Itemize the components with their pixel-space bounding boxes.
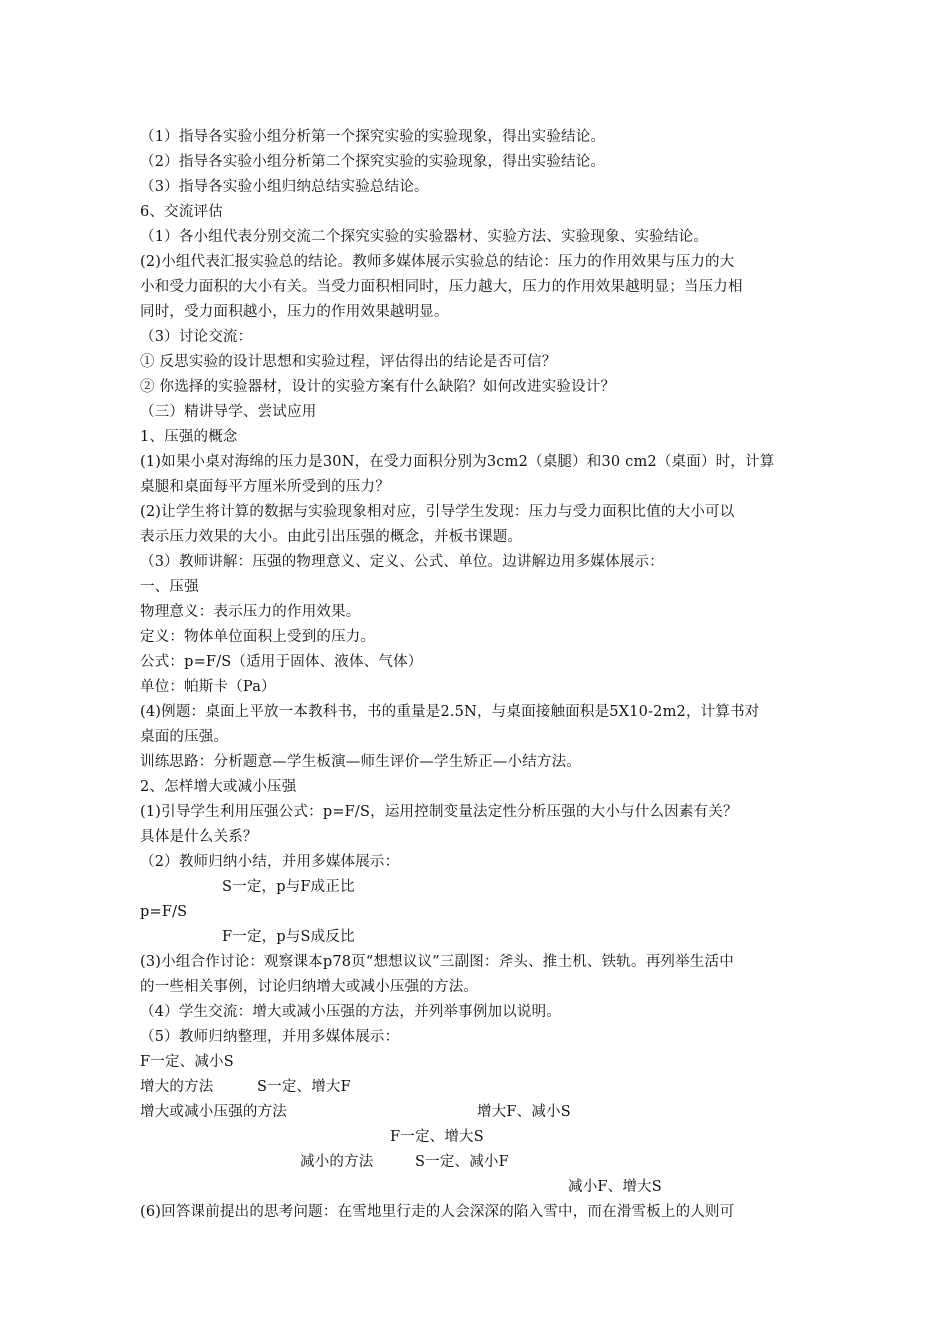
text-line: 单位：帕斯卡（Pa） [140,679,276,695]
text-line: （5）教师归纳整理，并用多媒体展示： [140,1029,400,1045]
section-heading: 1、压强的概念 [140,429,238,445]
text-line: 物理意义：表示压力的作用效果。 [140,604,361,620]
text-line: 小和受力面积的大小有关。当受力面积相同时，压力越大，压力的作用效果越明显；当压力相 [140,279,743,295]
section-heading: 2、怎样增大或减小压强 [140,779,297,795]
text-line: 具体是什么关系？ [140,829,258,845]
text-line: ① 反思实验的设计思想和实验过程，评估得出的结论是否可信？ [140,354,557,370]
text-line: (3)小组合作讨论：观察课本p78页“想想议议”三副图：斧头、推土机、铁轨。再列举生活中 [140,954,734,970]
formula-s-const: S一定，p与F成正比 [222,879,355,895]
text-line: 的一些相关事例，讨论归纳增大或减小压强的方法。 [140,979,479,995]
text-line: (6)回答课前提出的思考问题：在雪地里行走的人会深深的陷入雪中，而在滑雪板上的人则可 [140,1204,735,1220]
text-line: (4)例题：桌面上平放一本教科书，书的重量是2.5N，与桌面接触面积是5X10-2m2，计算书对 [140,704,760,720]
method-increase-f-reduce-s: 增大F、减小S [477,1104,571,1120]
text-line: （1）指导各实验小组分析第一个探究实验的实验现象，得出实验结论。 [140,129,606,145]
section-heading: （三）精讲导学、尝试应用 [140,404,317,420]
text-line: （3）指导各实验小组归纳总结实验总结论。 [140,179,429,195]
text-line: 桌腿和桌面每平方厘米所受到的压力？ [140,479,390,495]
text-line: 同时，受力面积越小，压力的作用效果越明显。 [140,304,449,320]
text-line: （3）教师讲解：压强的物理意义、定义、公式、单位。边讲解边用多媒体展示： [140,554,664,570]
text-line: 公式：p=F/S（适用于固体、液体、气体） [140,654,423,670]
method-s-const-increase-f: S一定、增大F [257,1079,351,1095]
text-line: (2)让学生将计算的数据与实验现象相对应，引导学生发现：压力与受力面积比值的大小可以 [140,504,735,520]
text-line: （3）讨论交流： [140,329,253,345]
method-f-const-increase-s: F一定、增大S [390,1129,484,1145]
method-s-const-reduce-f: S一定、减小F [415,1154,509,1170]
text-line: (1)引导学生利用压强公式：p=F/S，运用控制变量法定性分析压强的大小与什么因素有关？ [140,804,738,820]
method-reduce-label: 减小的方法 [300,1154,374,1170]
text-line: 表示压力效果的大小。由此引出压强的概念，并板书课题。 [140,529,523,545]
text-line: 定义：物体单位面积上受到的压力。 [140,629,376,645]
text-line: (1)如果小桌对海绵的压力是30N，在受力面积分别为3cm2（桌腿）和30 cm2（桌面）时，计算 [140,454,775,470]
text-line: ② 你选择的实验器材，设计的实验方案有什么缺陷？如何改进实验设计？ [140,379,616,395]
formula-p: p=F/S [140,904,188,920]
formula-f-const: F一定，p与S成反比 [222,929,355,945]
section-heading: 一、压强 [140,579,199,595]
text-line: 训练思路：分析题意—学生板演—师生评价—学生矫正—小结方法。 [140,754,581,770]
method-reduce-f-increase-s: 减小F、增大S [568,1179,662,1195]
text-line: （2）指导各实验小组分析第二个探究实验的实验现象，得出实验结论。 [140,154,606,170]
section-heading: 6、交流评估 [140,204,223,220]
method-title: 增大或减小压强的方法 [140,1104,287,1120]
text-line: 桌面的压强。 [140,729,229,745]
method-f-const-reduce-s: F一定、减小S [140,1054,234,1070]
text-line: （1）各小组代表分别交流二个探究实验的实验器材、实验方法、实验现象、实验结论。 [140,229,709,245]
text-line: （2）教师归纳小结，并用多媒体展示： [140,854,400,870]
text-line: (2)小组代表汇报实验总的结论。教师多媒体展示实验总的结论：压力的作用效果与压力的大 [140,254,735,270]
method-increase-label: 增大的方法 [140,1079,214,1095]
text-line: （4）学生交流：增大或减小压强的方法，并列举事例加以说明。 [140,1004,562,1020]
